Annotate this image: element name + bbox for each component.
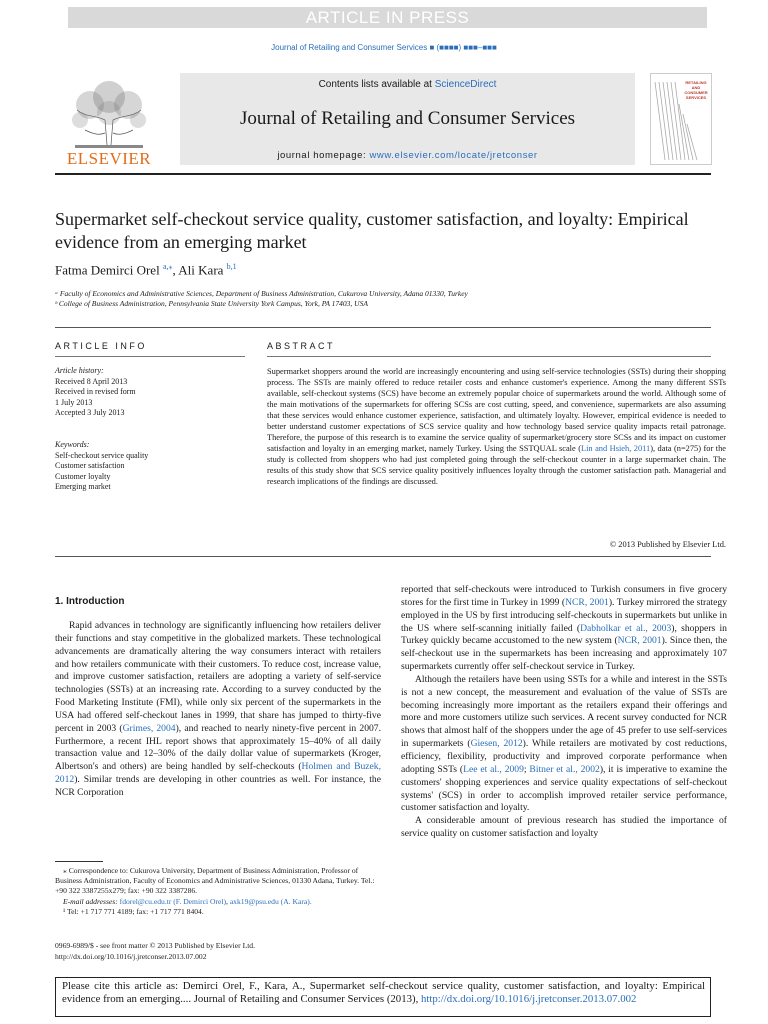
email-separator: , [226,896,230,906]
front-matter [55,941,381,962]
citation-link[interactable]: NCR, 2001 [565,596,609,608]
text-run: Although the retailers have been using SSTs for a while and interest in the SSTs is not a new concept, the measurement and evaluation of the value of SSTs are becoming increasingly more important as the retailers expand their offerings and more and more customers utilize such services. A recent survey conducted for NCR shows that almost half of the shoppers under the age of 45 prefer to use self-services in supermarkets ( [401,673,727,750]
history-line: 1 July 2013 [55,397,93,407]
abstract-rule [267,356,711,357]
elsevier-wordmark: ELSEVIER [66,149,152,168]
correspondence-note: ⁎ Correspondence to: Cukurova University, Department of Business Administration, Professor of Business Administration, Faculty of Economics and Administrative Sciences, 01330 Adana, Turkey. Tel.: +90 322 3387255x279; fax: +90 322 3387286. [55,866,375,896]
cite-doi-link[interactable]: http://dx.doi.org/10.1016/j.jretconser.2013.07.002 [421,993,637,1005]
email-label: E-mail addresses: [63,896,120,906]
text-run: A considerable amount of previous research has studied the importance of service quality on customer satisfaction and loyalty [401,815,727,840]
article-info-heading: ARTICLE INFO [55,341,147,351]
text-run: ; [523,763,530,775]
author-1-affiliation[interactable]: a,⁎ [162,262,173,271]
citation-link[interactable]: Bitner et al., 2002 [529,763,600,775]
author-separator: , [172,262,179,278]
text-run: ), it is imperative to examine the customers' shopping experiences and service quality expectations of self-checkout systems' (SCS) in order to accomplish improved retailer service performance, customer satisfaction and loyalty. [401,763,727,814]
keyword-item: Self-checkout service quality [55,450,149,460]
cover-title: RETAILING AND CONSUMER SERVICES [684,80,708,100]
author-2-affiliation[interactable]: b,1 [226,262,237,271]
keyword-item: Customer satisfaction [55,461,125,470]
text-run: ). While retailers are motivated by cost reductions, efficiency, flexibility, productivity and improved corporate performance when adopting SSTs ( [401,738,728,775]
journal-homepage [180,150,635,161]
abstract-part-1: Supermarket shoppers around the world are increasingly encountering and using self-service technologies (SSTs) during their shopping process. The SSTs are mainly offered to reduce retailer costs and enhance customer's experience. Among the many different SSTs available, self-checkout systems (SCS) have become an extremely popular choice of supermarkets around the world. Although some of the main motivations of the supermarkets for offering SCSs are cost cutting, speed, and convenience, supermarkets are also assuming that these services would enhance customer experience, satisfaction, and ultimately loyalty. However, empirical evidence is needed to better understand customer expectations of SCS service quality and how technology based service quality impacts retail patronage. Therefore, the purpose of this research is to examine the service quality of supermarket/grocery store SCSs and its impact on customer satisfaction and loyalty in an emerging market, namely Turkey. Using the SSTQUAL scale ( [267,367,726,453]
email-note [55,897,381,907]
history-label: Article history: [55,366,104,375]
doi-line[interactable]: http://dx.doi.org/10.1016/j.jretconser.2013.07.002 [55,951,207,961]
journal-citation-line[interactable]: Journal of Retailing and Consumer Services ■ (■■■■) ■■■–■■■ [271,43,497,52]
text-run: ). Turkey mirrored the strategy employed in the US by first introducing self-checkouts in supermarkets but unlike in the US where self-scanning initially failed ( [401,596,727,634]
article-history [55,366,245,419]
email-link-1[interactable]: fdorel@cu.edu.tr (F. Demirci Orel) [119,896,227,906]
text-run: reported that self-checkouts were introduced to Turkish consumers in five grocery stores for the first time in Turkey in 1999 ( [401,584,727,608]
history-line: Received in revised form [55,387,136,396]
journal-title: Journal of Retailing and Consumer Services [239,108,576,129]
citation-link[interactable]: Grimes, 2004 [122,722,176,734]
homepage-link[interactable]: www.elsevier.com/locate/jretconser [369,150,538,161]
affiliation-b: ᵇ College of Business Administration, Pennsylvania State University York Campus, York, PA 17403, USA [55,299,368,308]
citation-link[interactable]: Dabholkar et al., 2003 [580,622,672,634]
abstract-text [267,366,726,487]
abstract-part-2: ), data (n=275) for the study is collected from shoppers who had just completed going through the self-checkout counter in a large supermarket chain. The results of this study show that SCS service quality positively influences loyalty through the customer satisfaction path. Managerial and research implications of the findings are discussed. [267,444,726,486]
paragraph [401,584,727,674]
affiliation-rule [55,327,711,328]
abstract-end-rule [55,556,711,557]
footnote-rule [55,861,103,862]
citation-link[interactable]: Lee et al., 2009 [463,763,524,775]
issn-line: 0969-6989/$ - see front matter © 2013 Published by Elsevier Ltd. [55,941,256,950]
footnotes [55,866,381,917]
text-run: ), and reached to nearly ninety-five percent in 2007. Furthermore, a recent IHL report shows that approximately 15–40% of all daily transaction value and 12–30% of the daily dollar value of supermarkets (Kroger, Albertson's and others) are being handled by self-checkouts ( [55,722,381,773]
author-list [55,262,237,278]
cite-this-article-box [55,977,711,1017]
author-1[interactable]: Fatma Demirci Orel [55,262,160,278]
text-run: ). Similar trends are developing in other countries as well. For instance, the NCR Corporation [55,774,381,798]
paragraph [55,620,381,800]
text-run: Rapid advances in technology are significantly influencing how retailers deliver their functions and stay competitive in the globalized markets. These technological advancements are dramatically altering the way consumers interact with retailers and how retailers communicate with their customers. To reduce cost, increase value, and improve customer satisfaction, retailers are adopting a variety of self-service technologies (SSTs) at an increasing rate. According to a survey conducted by the Food Marketing Institute (FMI), while only six percent of the supermarkets in the USA had offered self-checkout lanes in 1999, that share has jumped to thirty-five percent in 2003 ( [55,620,381,734]
abstract-copyright: © 2013 Published by Elsevier Ltd. [609,540,726,549]
text-run: ). Since then, the self-checkout use in the supermarkets has been increasing and approximately 107 supermarkets currently offer self-checkout service in Turkey. [401,635,728,673]
text-run: ), shoppers in Turkey quickly became accustomed to the new system ( [401,622,727,647]
citation-link[interactable]: Giesen, 2012 [470,738,523,750]
body-column-right [401,584,727,841]
article-info-rule [55,356,245,357]
keyword-item: Customer loyalty [55,471,111,481]
cite-text: Please cite this article as: Demirci Orel, F., Kara, A., Supermarket self-checkout service quality, customer satisfaction, and loyalty: Empirical evidence from an emerging.... Journal of Retailing and Consumer Services (2013), [62,980,705,1005]
article-in-press-banner: ARTICLE IN PRESS [68,7,707,28]
keywords-block [55,440,245,493]
masthead-rule [55,173,711,175]
history-line: Received 8 April 2013 [55,376,128,386]
history-line: Accepted 3 July 2013 [55,408,125,417]
abstract-heading: ABSTRACT [267,341,336,351]
article-title: Supermarket self-checkout service quality, customer satisfaction, and loyalty: Empirical evidence from an emerging market [55,209,689,252]
citation-link[interactable]: Holmen and Buzek, 2012 [55,761,382,786]
email-link-2[interactable]: axk19@psu.edu (A. Kara). [229,896,312,906]
affiliation-a: ᵃ Faculty of Economics and Administrative Sciences, Department of Business Administration, Cukurova University, Adana 01330, Turkey [55,289,468,298]
author-2[interactable]: Ali Kara [178,262,224,278]
citation-link[interactable]: NCR, 2001 [617,635,662,647]
author-note-1: ¹ Tel: +1 717 771 4189; fax: +1 717 771 8404. [63,906,204,916]
homepage-label: journal homepage: [277,150,370,161]
abstract-citation-link[interactable]: Lin and Hsieh, 2011 [580,444,651,453]
paragraph [401,674,727,815]
contents-line [180,79,635,90]
keyword-item: Emerging market [55,482,111,491]
sciencedirect-link[interactable]: ScienceDirect [434,79,497,90]
journal-cover-image [650,73,712,165]
keywords-label: Keywords: [55,440,90,449]
paragraph [401,815,727,841]
contents-prefix: Contents lists available at [318,79,435,90]
body-column-left [55,620,381,800]
section-heading-introduction: 1. Introduction [55,596,125,607]
